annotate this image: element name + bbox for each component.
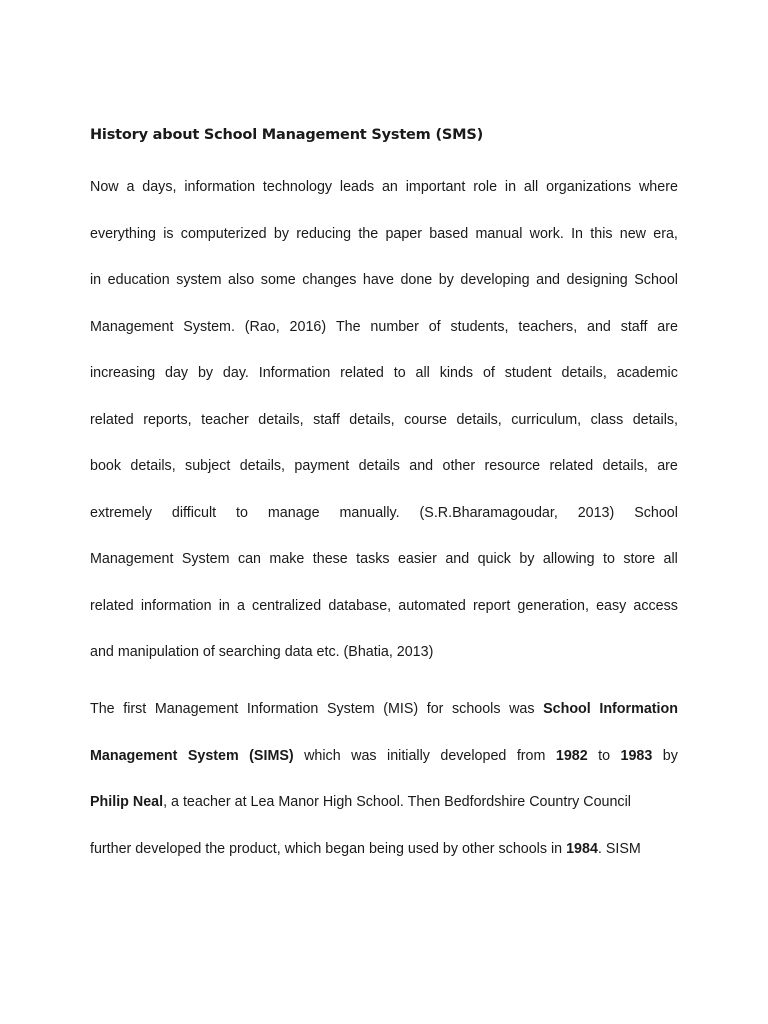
word: to [598,747,611,764]
word: related [549,458,594,474]
word: era, [653,225,678,242]
word: computerized [180,225,267,242]
word: store [623,551,656,567]
bold-name: Philip Neal [90,794,164,810]
word: other [442,458,476,474]
word: details, [632,411,678,428]
word: easier [397,551,437,567]
word: related [340,365,384,381]
word: (Rao, [244,318,280,335]
word: details, [561,365,607,381]
word: Information [258,365,331,381]
word: and [445,551,470,567]
word: for [426,701,444,717]
word: kinds [439,365,474,381]
word: have [362,272,394,288]
word: 2013) [577,504,615,521]
word: schools [452,701,501,717]
bold-year: 1984 [566,840,598,857]
word: System. [183,318,235,335]
line-tail: . SISM [597,840,641,857]
word: information [184,179,256,195]
word: a [126,179,135,195]
word: in [90,272,102,288]
word: staff [620,318,648,335]
line-text: , a teacher at Lea Manor High School. Then Bedfordshire Country Council [163,794,631,810]
word: and [587,318,611,335]
word: by [519,551,535,567]
word: system [176,272,222,288]
word: generation, [517,597,589,614]
word: (MIS) [383,701,419,717]
word: organizations [546,179,632,195]
word: manual [475,225,523,242]
word: and [536,272,560,288]
word: all [663,551,678,567]
word: in [504,179,517,195]
word: technology [262,179,333,195]
word: based [429,225,469,242]
word: all [523,179,539,195]
word: was [509,701,535,717]
paragraph-line [90,698,678,745]
word: by [197,365,214,381]
word: information [140,597,212,614]
word: details [358,458,400,474]
word: details, [349,411,395,428]
word: database, [328,597,392,614]
word: details, [602,458,648,474]
word: role [473,179,498,195]
word: which [304,747,341,764]
word: System [181,551,230,567]
word: resource [484,458,541,474]
word: number [370,318,419,335]
word: 2016) [289,318,327,335]
bold-word: 1982 [555,747,588,764]
word: to [602,551,615,567]
word: System [326,701,375,717]
bold-word: Information [599,701,678,717]
paragraph-line [90,409,678,456]
word: student [504,365,552,381]
word: can [237,551,261,567]
word: details, [130,458,176,474]
bold-word: Management [90,747,178,764]
paragraph-line [90,791,678,838]
word: Information [246,701,319,717]
word: to [236,504,248,521]
paragraph-line [90,176,678,223]
paragraph-line [90,455,678,502]
word: School [634,504,678,521]
paragraph-line [90,502,678,549]
bold-word: School [543,701,591,717]
word: extremely [90,504,152,521]
word: the [358,225,379,242]
word: are [657,318,678,335]
word: staff [313,411,340,428]
word: everything [90,225,156,242]
word: easy [596,597,627,614]
word: The [90,701,115,717]
paragraph-line [90,745,678,792]
word: centralized [252,597,322,614]
word: book [90,458,122,474]
word: details, [258,411,304,428]
word: in [218,597,230,614]
word: education [107,272,170,288]
paragraph-line: and manipulation of searching data etc. (Bhatia, 2013) [90,644,434,660]
word: new [619,225,646,242]
word: related [90,411,134,428]
word: teacher [201,411,249,428]
word: students, [450,318,509,335]
word: some [260,272,296,288]
word: also [228,272,255,288]
word: an [381,179,398,195]
word: difficult [171,504,217,521]
paragraph-line [90,316,678,363]
bold-word: (SIMS) [249,747,294,764]
word: access [633,597,678,614]
word: reducing [296,225,352,242]
word: was [351,747,377,764]
word: curriculum, [511,411,582,428]
word: teachers, [518,318,578,335]
word: Now [90,179,119,195]
paragraph-sims-history [90,698,678,884]
word: quick [477,551,511,567]
word: increasing [90,365,156,381]
word: manually. [339,504,400,521]
word: Management [90,551,174,567]
word: done [400,272,433,288]
word: these [312,551,348,567]
word: designing [566,272,628,288]
word: course [404,411,447,428]
word: developing [460,272,530,288]
paragraph-line [90,838,678,885]
word: reports, [143,411,192,428]
word: by [438,272,454,288]
word: of [428,318,441,335]
word: and [409,458,434,474]
word: subject [185,458,231,474]
section-heading: History about School Management System (SMS) [90,127,484,143]
word: class [590,411,624,428]
word: School [634,272,678,288]
word: changes [302,272,357,288]
word: tasks [356,551,390,567]
word: leads [339,179,375,195]
word: related [90,597,134,614]
word: The [335,318,361,335]
word: of [482,365,495,381]
word: by [273,225,289,242]
word: paper [385,225,423,242]
word: important [405,179,466,195]
word: Management [154,701,239,717]
paragraph-intro [90,176,678,688]
word: make [269,551,305,567]
word: developed [440,747,507,764]
word: (S.R.Bharamagoudar, [419,504,558,521]
word: In [571,225,584,242]
word: a [236,597,245,614]
word: day [165,365,189,381]
word: initially [387,747,430,764]
word: days, [142,179,177,195]
word: are [657,458,678,474]
word: day. [222,365,249,381]
word: allowing [542,551,595,567]
word: from [516,747,546,764]
word: payment [294,458,350,474]
word: details, [239,458,286,474]
bold-word: System [187,747,239,764]
paragraph-line [90,223,678,270]
word: first [123,701,147,717]
word: work. [529,225,564,242]
paragraph-line [90,269,678,316]
word: details, [456,411,502,428]
word: to [393,365,406,381]
word: all [415,365,430,381]
paragraph-line [90,362,678,409]
word: academic [616,365,678,381]
word: by [662,747,678,764]
word: is [163,225,174,242]
paragraph-line [90,548,678,595]
word: automated [398,597,466,614]
word: where [638,179,678,195]
bold-word: 1983 [620,747,653,764]
line-text: further developed the product, which began being used by other schools in [90,840,563,857]
word: this [590,225,613,242]
word: manage [267,504,320,521]
paragraph-line [90,595,678,642]
word: report [472,597,511,614]
word: Management [90,318,174,335]
